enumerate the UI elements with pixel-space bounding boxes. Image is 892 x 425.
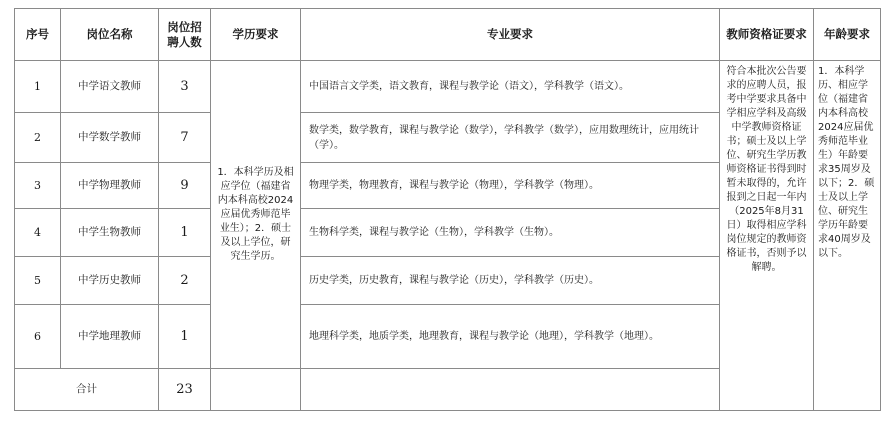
row-index: 2 [15,113,61,163]
row-count: 2 [159,257,211,305]
total-major-empty [301,369,720,411]
total-count: 23 [159,369,211,411]
row-major: 生物科学类，课程与教学论（生物），学科教学（生物）。 [301,209,720,257]
header-age: 年龄要求 [814,9,881,61]
row-count: 1 [159,209,211,257]
row-index: 4 [15,209,61,257]
row-position: 中学数学教师 [61,113,159,163]
table-row [15,61,881,113]
row-count: 7 [159,113,211,163]
row-index: 5 [15,257,61,305]
row-index: 6 [15,305,61,369]
row-count: 9 [159,163,211,209]
education-requirement: 1．本科学历及相应学位（福建省内本科高校2024应届优秀师范毕业生）；2．硕士及以上学位，研究生学历。 [211,61,301,369]
age-requirement: 1．本科学历、相应学位（福建省内本科高校2024应届优秀师范毕业生）年龄要求35周岁及以下；2．硕士及以上学位、研究生学历年龄要求40周岁及以下。 [818,66,875,259]
row-major: 中国语言文学类，语文教育，课程与教学论（语文），学科教学（语文）。 [301,61,720,113]
row-major: 数学类，数学教育，课程与教学论（数学），学科教学（数学），应用数理统计，应用统计（学）。 [301,113,720,163]
header-position: 岗位名称 [61,9,159,61]
row-count: 1 [159,305,211,369]
row-index: 3 [15,163,61,209]
row-position: 中学历史教师 [61,257,159,305]
row-position: 中学生物教师 [61,209,159,257]
total-label: 合计 [15,369,159,411]
row-position: 中学物理教师 [61,163,159,209]
header-count: 岗位招聘人数 [159,9,211,61]
certificate-requirement: 符合本批次公告要求的应聘人员，报考中学要求具备中学相应学科及高级中学教师资格证书；硕士及以上学位、研究生学历教师资格证书得到时暂未取得的，允许报到之日起一年内（2025年8月31日）取得相应学科岗位规定的教师资格证书，否则予以解聘。 [726,66,807,273]
header-major: 专业要求 [301,9,720,61]
header-education: 学历要求 [211,9,301,61]
row-major: 地理科学类，地质学类，地理教育，课程与教学论（地理），学科教学（地理）。 [301,305,720,369]
recruitment-table-container [14,8,880,410]
total-education-empty [211,369,301,411]
age-requirement-cell [814,61,881,411]
row-position: 中学语文教师 [61,61,159,113]
row-position: 中学地理教师 [61,305,159,369]
row-count: 3 [159,61,211,113]
header-index: 序号 [15,9,61,61]
recruitment-table [14,8,881,411]
row-major: 物理学类，物理教育，课程与教学论（物理），学科教学（物理）。 [301,163,720,209]
header-certificate: 教师资格证要求 [720,9,814,61]
header-row [15,9,881,61]
row-index: 1 [15,61,61,113]
row-major: 历史学类，历史教育，课程与教学论（历史），学科教学（历史）。 [301,257,720,305]
certificate-requirement-cell [720,61,814,411]
